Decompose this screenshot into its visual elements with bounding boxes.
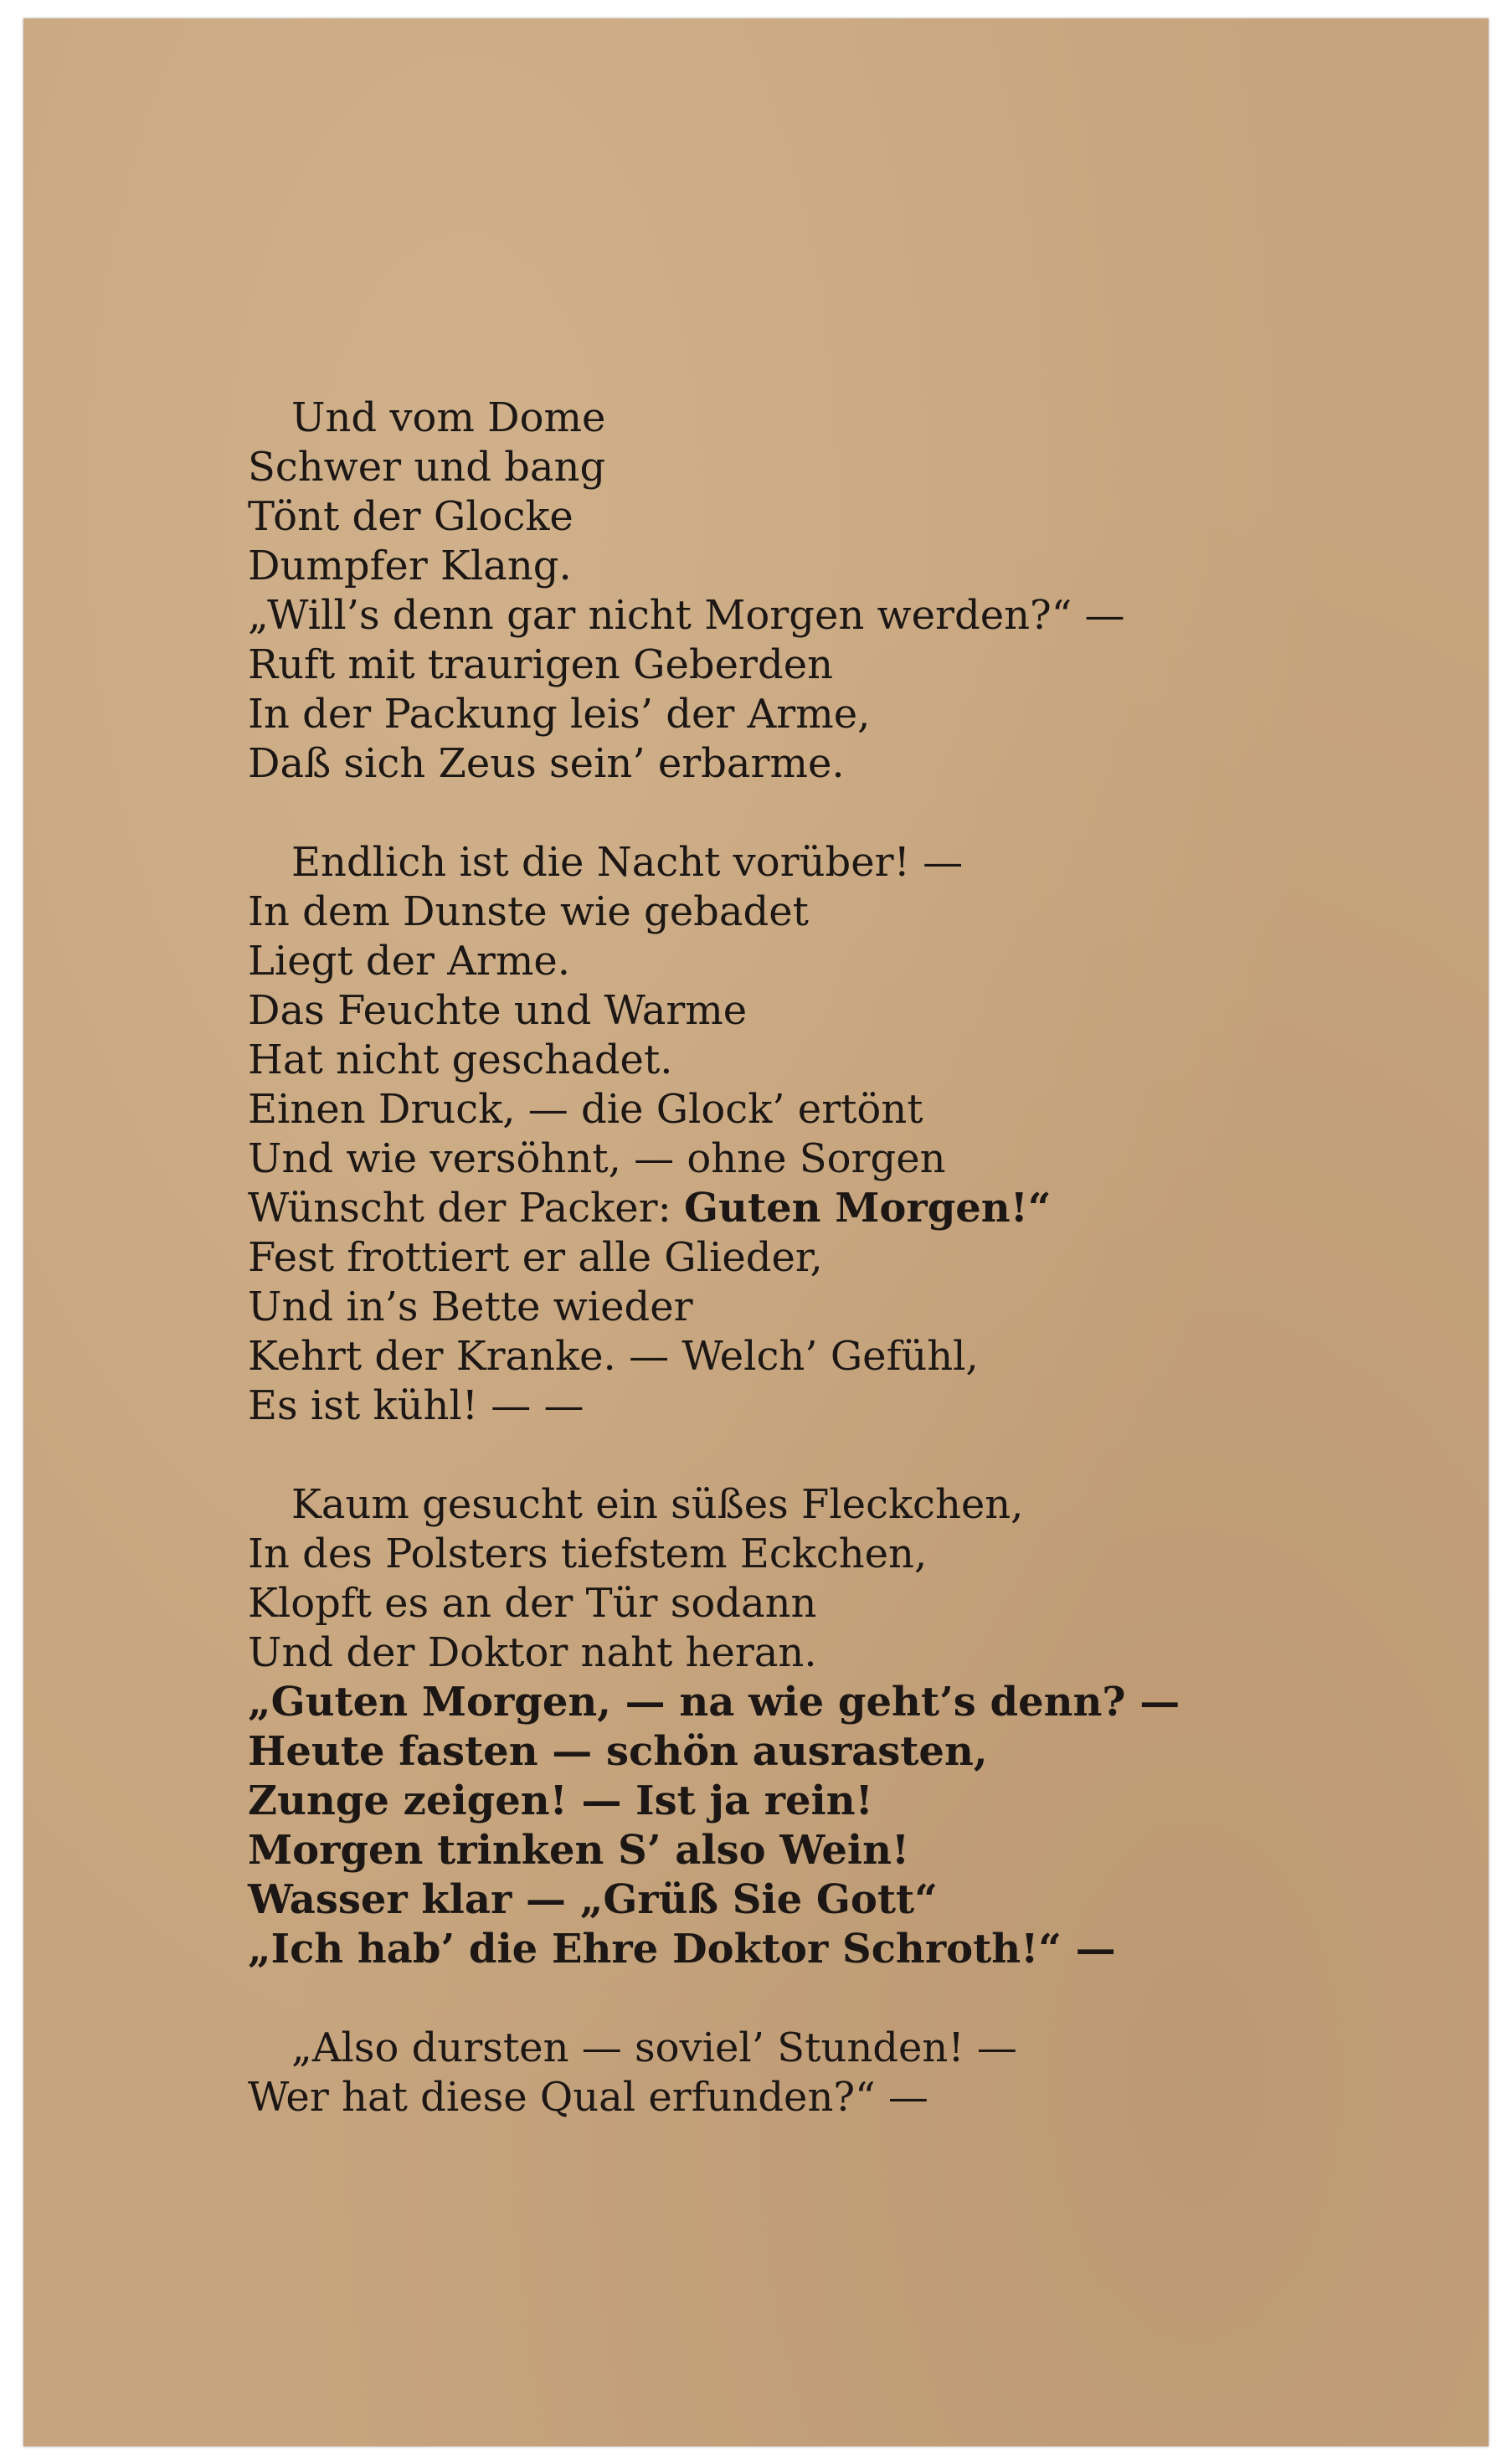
poem-line: In der Packung leis’ der Arme, (248, 691, 871, 738)
stanza-1 (248, 394, 1336, 789)
poem-line: Kaum gesucht ein süßes Fleckchen, (291, 1481, 1024, 1528)
poem-line: „Will’s denn gar nicht Morgen werden?“ — (248, 592, 1125, 639)
paper-sheet (23, 18, 1489, 2446)
poem-line: Ruft mit traurigen Geberden (248, 641, 834, 688)
poem-line: Klopft es an der Tür sodann (248, 1580, 817, 1627)
stanza-4 (248, 2024, 1336, 2122)
stanza-3 (248, 1480, 1336, 1974)
poem-line: Und wie versöhnt, — ohne Sorgen (248, 1135, 946, 1182)
poem-line (248, 1184, 1336, 1233)
poem-line: Fest frottiert er alle Glieder, (248, 1234, 823, 1281)
poem-line-bold: Zunge zeigen! — Ist ja rein! (248, 1777, 873, 1824)
poem-line: Kehrt der Kranke. — Welch’ Gefühl, (248, 1333, 979, 1380)
poem-line: „Also dursten — soviel’ Stunden! — (291, 2024, 1017, 2071)
poem-line: Tönt der Glocke (248, 493, 573, 540)
poem-line-bold: „Guten Morgen, — na wie geht’s denn? — (248, 1679, 1180, 1726)
poem-line: Hat nicht geschadet. (248, 1037, 673, 1083)
poem-line: Wer hat diese Qual erfunden?“ — (248, 2074, 928, 2121)
poem-line-bold: Heute fasten — schön ausrasten, (248, 1728, 988, 1775)
poem-line: Daß sich Zeus sein’ erbarme. (248, 740, 845, 787)
poem-line: Das Feuchte und Warme (248, 987, 748, 1034)
poem-line: Es ist kühl! — — (248, 1382, 584, 1429)
poem-line: Endlich ist die Nacht vorüber! — (291, 839, 964, 886)
poem-line-bold: Morgen trinken S’ also Wein! (248, 1827, 910, 1874)
poem-line: Liegt der Arme. (248, 938, 571, 985)
poem-line: Und der Doktor naht heran. (248, 1629, 817, 1676)
poem-line: Einen Druck, — die Glock’ ertönt (248, 1086, 923, 1133)
poem (248, 394, 1336, 2122)
poem-line: In des Polsters tiefstem Eckchen, (248, 1530, 928, 1577)
poem-line-bold: Wasser klar — „Grüß Sie Gott“ (248, 1876, 938, 1923)
poem-line: Und vom Dome (291, 394, 606, 441)
poem-line-text: Wünscht der Packer: (248, 1185, 685, 1232)
poem-line: Und in’s Bette wieder (248, 1283, 693, 1330)
poem-line: Schwer und bang (248, 444, 606, 491)
poem-line-bold: „Ich hab’ die Ehre Doktor Schroth!“ — (248, 1926, 1116, 1973)
poem-line: Dumpfer Klang. (248, 543, 572, 589)
poem-line: In dem Dunste wie gebadet (248, 888, 809, 935)
greeting-bold: Guten Morgen!“ (684, 1185, 1052, 1232)
stanza-2 (248, 838, 1336, 1431)
